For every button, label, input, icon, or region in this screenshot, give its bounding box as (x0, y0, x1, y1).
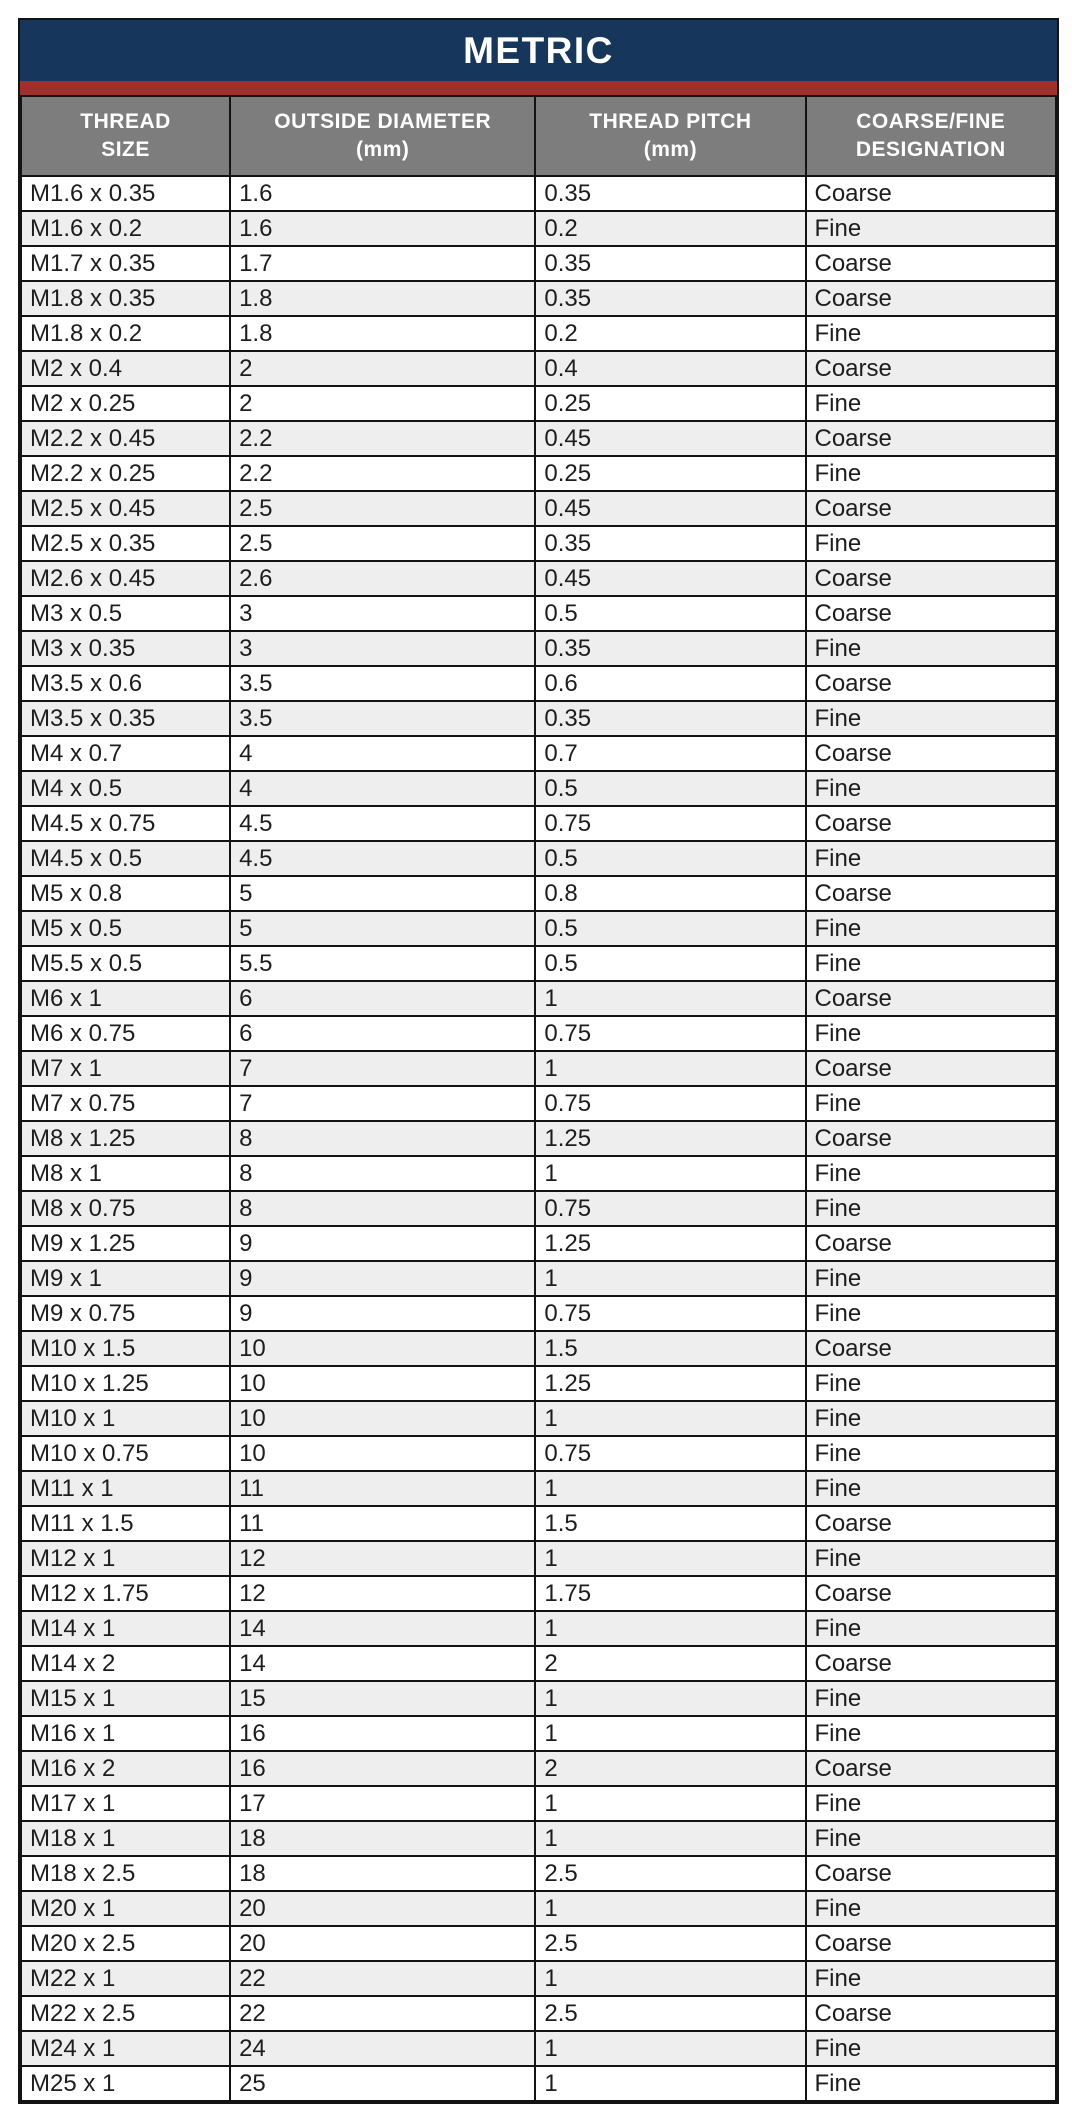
table-cell: 9 (230, 1296, 535, 1331)
table-cell: 1.7 (230, 246, 535, 281)
table-cell: M3 x 0.35 (21, 631, 230, 666)
table-row (21, 1296, 1056, 1331)
table-cell: 0.4 (535, 351, 805, 386)
table-cell: Coarse (806, 561, 1057, 596)
table-cell: 1 (535, 1156, 805, 1191)
col-header-line: (mm) (643, 138, 698, 161)
table-cell: Fine (806, 1681, 1057, 1716)
table-cell: 2 (535, 1646, 805, 1681)
table-cell: 5.5 (230, 946, 535, 981)
table-cell: 18 (230, 1856, 535, 1891)
table-cell: Fine (806, 771, 1057, 806)
table-cell: Fine (806, 526, 1057, 561)
col-header-thread-pitch (535, 96, 805, 176)
table-cell: 0.25 (535, 386, 805, 421)
table-cell: Fine (806, 1611, 1057, 1646)
table-cell: 0.5 (535, 771, 805, 806)
table-row (21, 1716, 1056, 1751)
table-cell: Fine (806, 1401, 1057, 1436)
table-cell: Fine (806, 841, 1057, 876)
table-cell: 1 (535, 1891, 805, 1926)
table-row (21, 1121, 1056, 1156)
table-cell: Fine (806, 456, 1057, 491)
table-cell: M5 x 0.5 (21, 911, 230, 946)
table-cell: Fine (806, 1821, 1057, 1856)
table-cell: M24 x 1 (21, 2031, 230, 2066)
table-row (21, 561, 1056, 596)
table-row (21, 1506, 1056, 1541)
table-cell: 1.6 (230, 176, 535, 211)
table-cell: 7 (230, 1051, 535, 1086)
table-cell: 0.35 (535, 176, 805, 211)
table-cell: 10 (230, 1401, 535, 1436)
table-cell: 0.35 (535, 631, 805, 666)
table-cell: 4 (230, 736, 535, 771)
table-cell: 2.5 (535, 1926, 805, 1961)
table-cell: 3.5 (230, 666, 535, 701)
table-cell: 1 (535, 2031, 805, 2066)
table-cell: M17 x 1 (21, 1786, 230, 1821)
table-cell: M15 x 1 (21, 1681, 230, 1716)
table-cell: 1 (535, 981, 805, 1016)
table-row (21, 281, 1056, 316)
table-title: METRIC (463, 29, 614, 71)
col-header-line: THREAD PITCH (589, 110, 752, 134)
table-row (21, 246, 1056, 281)
table-row (21, 1576, 1056, 1611)
table-row (21, 1996, 1056, 2031)
table-cell: 12 (230, 1576, 535, 1611)
table-cell: 0.35 (535, 246, 805, 281)
table-cell: 0.2 (535, 211, 805, 246)
table-cell: 0.25 (535, 456, 805, 491)
table-cell: 14 (230, 1611, 535, 1646)
col-header-outside-diameter (230, 96, 535, 176)
table-cell: 1 (535, 1786, 805, 1821)
table-row (21, 1751, 1056, 1786)
table-cell: M4 x 0.5 (21, 771, 230, 806)
table-cell: Coarse (806, 491, 1057, 526)
table-cell: 16 (230, 1751, 535, 1786)
table-cell: Fine (806, 1891, 1057, 1926)
table-cell: M2.6 x 0.45 (21, 561, 230, 596)
table-row (21, 1016, 1056, 1051)
table-cell: Fine (806, 1261, 1057, 1296)
table-cell: 0.45 (535, 421, 805, 456)
table-cell: Fine (806, 211, 1057, 246)
table-row (21, 1891, 1056, 1926)
table-cell: 11 (230, 1506, 535, 1541)
table-cell: M18 x 2.5 (21, 1856, 230, 1891)
table-cell: Fine (806, 946, 1057, 981)
table-cell: Coarse (806, 1331, 1057, 1366)
table-cell: Fine (806, 1786, 1057, 1821)
table-cell: M1.8 x 0.35 (21, 281, 230, 316)
table-cell: 0.35 (535, 526, 805, 561)
table-row (21, 176, 1056, 211)
table-cell: 2.2 (230, 421, 535, 456)
col-header-line: SIZE (101, 138, 150, 161)
table-cell: M3.5 x 0.6 (21, 666, 230, 701)
table-cell: M2.2 x 0.45 (21, 421, 230, 456)
table-cell: 1.5 (535, 1331, 805, 1366)
table-cell: Fine (806, 1296, 1057, 1331)
table-row (21, 211, 1056, 246)
table-cell: 3 (230, 631, 535, 666)
table-cell: 1 (535, 1611, 805, 1646)
table-cell: 7 (230, 1086, 535, 1121)
table-cell: Coarse (806, 176, 1057, 211)
table-cell: Fine (806, 911, 1057, 946)
table-cell: M10 x 0.75 (21, 1436, 230, 1471)
table-cell: M9 x 1.25 (21, 1226, 230, 1261)
table-cell: 8 (230, 1156, 535, 1191)
table-cell: M2.5 x 0.45 (21, 491, 230, 526)
table-cell: Coarse (806, 981, 1057, 1016)
table-cell: 0.75 (535, 1436, 805, 1471)
table-cell: Fine (806, 2031, 1057, 2066)
table-cell: 2 (535, 1751, 805, 1786)
table-cell: Fine (806, 1016, 1057, 1051)
table-row (21, 1681, 1056, 1716)
table-cell: M7 x 0.75 (21, 1086, 230, 1121)
table-cell: M20 x 2.5 (21, 1926, 230, 1961)
table-cell: M7 x 1 (21, 1051, 230, 1086)
col-header-line: THREAD (80, 110, 171, 134)
table-cell: 1 (535, 1541, 805, 1576)
table-cell: 1.25 (535, 1121, 805, 1156)
table-row (21, 1786, 1056, 1821)
table-cell: 3 (230, 596, 535, 631)
table-cell: 16 (230, 1716, 535, 1751)
table-body (21, 176, 1056, 2101)
table-cell: 5 (230, 876, 535, 911)
table-cell: M10 x 1.25 (21, 1366, 230, 1401)
table-cell: M10 x 1 (21, 1401, 230, 1436)
table-row (21, 771, 1056, 806)
table-cell: Coarse (806, 351, 1057, 386)
table-cell: Fine (806, 1436, 1057, 1471)
table-cell: 1 (535, 1051, 805, 1086)
table-cell: M9 x 1 (21, 1261, 230, 1296)
table-row (21, 1541, 1056, 1576)
table-row (21, 2031, 1056, 2066)
table-cell: 1.75 (535, 1576, 805, 1611)
table-cell: 1 (535, 2066, 805, 2101)
table-cell: 17 (230, 1786, 535, 1821)
table-cell: M11 x 1 (21, 1471, 230, 1506)
table-row (21, 1261, 1056, 1296)
table-cell: Coarse (806, 1751, 1057, 1786)
table-cell: 1.6 (230, 211, 535, 246)
table-cell: 18 (230, 1821, 535, 1856)
table-cell: M3 x 0.5 (21, 596, 230, 631)
table-row (21, 1366, 1056, 1401)
table-cell: 0.35 (535, 281, 805, 316)
table-cell: Fine (806, 631, 1057, 666)
table-cell: M16 x 1 (21, 1716, 230, 1751)
col-header-line: DESIGNATION (855, 138, 1006, 161)
table-cell: Coarse (806, 1051, 1057, 1086)
table-cell: Coarse (806, 1576, 1057, 1611)
table-cell: 4.5 (230, 841, 535, 876)
table-cell: 9 (230, 1226, 535, 1261)
table-cell: 10 (230, 1366, 535, 1401)
table-cell: 20 (230, 1891, 535, 1926)
table-cell: 1.8 (230, 316, 535, 351)
table-cell: 5 (230, 911, 535, 946)
table-row (21, 491, 1056, 526)
table-cell: 0.75 (535, 806, 805, 841)
table-row (21, 806, 1056, 841)
table-cell: M6 x 1 (21, 981, 230, 1016)
table-cell: 1.25 (535, 1226, 805, 1261)
col-header-line: OUTSIDE DIAMETER (274, 110, 492, 134)
header-row (21, 96, 1056, 176)
thread-size-table (20, 95, 1057, 2102)
table-row (21, 316, 1056, 351)
table-row (21, 1611, 1056, 1646)
table-cell: 0.45 (535, 491, 805, 526)
table-cell: M2 x 0.4 (21, 351, 230, 386)
table-row (21, 1401, 1056, 1436)
table-cell: M8 x 1 (21, 1156, 230, 1191)
table-cell: M25 x 1 (21, 2066, 230, 2101)
table-cell: Coarse (806, 1226, 1057, 1261)
table-cell: Coarse (806, 736, 1057, 771)
table-cell: M2 x 0.25 (21, 386, 230, 421)
table-row (21, 701, 1056, 736)
table-row (21, 666, 1056, 701)
table-row (21, 1331, 1056, 1366)
table-cell: Coarse (806, 1121, 1057, 1156)
table-row (21, 1821, 1056, 1856)
table-cell: 1 (535, 1471, 805, 1506)
col-header-coarse-fine-designation (806, 96, 1057, 176)
table-cell: 2 (230, 351, 535, 386)
table-cell: 8 (230, 1191, 535, 1226)
table-row (21, 1156, 1056, 1191)
table-row (21, 351, 1056, 386)
table-cell: 0.5 (535, 596, 805, 631)
table-cell: 25 (230, 2066, 535, 2101)
table-cell: 1 (535, 1681, 805, 1716)
table-cell: M5.5 x 0.5 (21, 946, 230, 981)
table-cell: 1 (535, 1261, 805, 1296)
table-cell: 0.45 (535, 561, 805, 596)
table-cell: 0.5 (535, 911, 805, 946)
table-cell: 22 (230, 1996, 535, 2031)
table-cell: Coarse (806, 246, 1057, 281)
table-row (21, 1051, 1056, 1086)
table-cell: M1.6 x 0.2 (21, 211, 230, 246)
table-cell: Coarse (806, 1996, 1057, 2031)
table-cell: Coarse (806, 806, 1057, 841)
table-cell: 4.5 (230, 806, 535, 841)
table-row (21, 1086, 1056, 1121)
table-cell: Fine (806, 1716, 1057, 1751)
table-row (21, 841, 1056, 876)
table-cell: Fine (806, 1086, 1057, 1121)
table-cell: 10 (230, 1331, 535, 1366)
table-cell: 6 (230, 1016, 535, 1051)
table-cell: 2 (230, 386, 535, 421)
table-row (21, 1856, 1056, 1891)
table-row (21, 946, 1056, 981)
table-cell: M1.8 x 0.2 (21, 316, 230, 351)
table-cell: M10 x 1.5 (21, 1331, 230, 1366)
table-cell: M20 x 1 (21, 1891, 230, 1926)
table-title-banner (20, 20, 1057, 81)
table-row (21, 1471, 1056, 1506)
table-cell: 0.2 (535, 316, 805, 351)
table-cell: 12 (230, 1541, 535, 1576)
col-header-thread-size (21, 96, 230, 176)
table-cell: 0.35 (535, 701, 805, 736)
col-header-line: (mm) (356, 138, 410, 161)
table-cell: M1.6 x 0.35 (21, 176, 230, 211)
table-cell: M5 x 0.8 (21, 876, 230, 911)
table-cell: M22 x 1 (21, 1961, 230, 1996)
table-cell: 1.5 (535, 1506, 805, 1541)
table-cell: 11 (230, 1471, 535, 1506)
table-cell: Coarse (806, 281, 1057, 316)
table-cell: Coarse (806, 421, 1057, 456)
table-cell: M2.2 x 0.25 (21, 456, 230, 491)
table-cell: 1.8 (230, 281, 535, 316)
table-row (21, 1191, 1056, 1226)
table-cell: 2.6 (230, 561, 535, 596)
table-cell: 0.7 (535, 736, 805, 771)
table-cell: 8 (230, 1121, 535, 1156)
table-row (21, 596, 1056, 631)
table-cell: Fine (806, 316, 1057, 351)
table-cell: M22 x 2.5 (21, 1996, 230, 2031)
table-row (21, 981, 1056, 1016)
table-cell: Fine (806, 701, 1057, 736)
table-cell: M6 x 0.75 (21, 1016, 230, 1051)
table-row (21, 1926, 1056, 1961)
table-row (21, 526, 1056, 561)
table-cell: 22 (230, 1961, 535, 1996)
table-cell: 3.5 (230, 701, 535, 736)
table-cell: 0.6 (535, 666, 805, 701)
table-cell: M14 x 2 (21, 1646, 230, 1681)
metric-thread-chart (18, 18, 1059, 2104)
table-cell: 2.5 (535, 1996, 805, 2031)
table-cell: 20 (230, 1926, 535, 1961)
table-cell: 1 (535, 1716, 805, 1751)
table-cell: M12 x 1.75 (21, 1576, 230, 1611)
table-row (21, 421, 1056, 456)
table-row (21, 911, 1056, 946)
table-cell: 14 (230, 1646, 535, 1681)
table-cell: 15 (230, 1681, 535, 1716)
table-row (21, 1226, 1056, 1261)
table-cell: 1.25 (535, 1366, 805, 1401)
table-cell: M4 x 0.7 (21, 736, 230, 771)
table-cell: M2.5 x 0.35 (21, 526, 230, 561)
table-cell: 1 (535, 1821, 805, 1856)
table-cell: 0.75 (535, 1086, 805, 1121)
table-cell: 0.8 (535, 876, 805, 911)
table-cell: M11 x 1.5 (21, 1506, 230, 1541)
table-row (21, 1961, 1056, 1996)
table-cell: 1 (535, 1961, 805, 1996)
table-cell: 0.5 (535, 946, 805, 981)
table-cell: M12 x 1 (21, 1541, 230, 1576)
table-cell: M4.5 x 0.75 (21, 806, 230, 841)
table-row (21, 736, 1056, 771)
table-cell: Fine (806, 386, 1057, 421)
table-cell: 1 (535, 1401, 805, 1436)
table-cell: Coarse (806, 596, 1057, 631)
table-cell: 0.75 (535, 1191, 805, 1226)
table-cell: Fine (806, 1541, 1057, 1576)
table-row (21, 631, 1056, 666)
table-cell: M16 x 2 (21, 1751, 230, 1786)
table-cell: 9 (230, 1261, 535, 1296)
table-cell: Coarse (806, 876, 1057, 911)
table-cell: 2.2 (230, 456, 535, 491)
table-cell: 24 (230, 2031, 535, 2066)
table-row (21, 386, 1056, 421)
table-row (21, 1646, 1056, 1681)
table-cell: M14 x 1 (21, 1611, 230, 1646)
table-cell: M8 x 0.75 (21, 1191, 230, 1226)
table-cell: 2.5 (230, 526, 535, 561)
table-row (21, 1436, 1056, 1471)
col-header-line: COARSE/FINE (856, 110, 1006, 134)
table-cell: 6 (230, 981, 535, 1016)
table-cell: Coarse (806, 1646, 1057, 1681)
table-cell: M3.5 x 0.35 (21, 701, 230, 736)
table-cell: 10 (230, 1436, 535, 1471)
table-cell: M9 x 0.75 (21, 1296, 230, 1331)
table-cell: 2.5 (535, 1856, 805, 1891)
table-cell: Coarse (806, 666, 1057, 701)
table-cell: Fine (806, 1191, 1057, 1226)
table-cell: Coarse (806, 1926, 1057, 1961)
table-cell: M18 x 1 (21, 1821, 230, 1856)
table-cell: Fine (806, 1961, 1057, 1996)
table-cell: Coarse (806, 1856, 1057, 1891)
table-cell: M4.5 x 0.5 (21, 841, 230, 876)
red-accent-stripe (20, 81, 1057, 95)
table-row (21, 876, 1056, 911)
table-cell: 0.75 (535, 1016, 805, 1051)
table-cell: M8 x 1.25 (21, 1121, 230, 1156)
table-cell: Fine (806, 1471, 1057, 1506)
table-cell: Fine (806, 2066, 1057, 2101)
table-cell: 4 (230, 771, 535, 806)
table-cell: M1.7 x 0.35 (21, 246, 230, 281)
table-cell: 0.75 (535, 1296, 805, 1331)
table-row (21, 456, 1056, 491)
table-cell: Fine (806, 1366, 1057, 1401)
table-cell: 0.5 (535, 841, 805, 876)
table-cell: Fine (806, 1156, 1057, 1191)
table-cell: 2.5 (230, 491, 535, 526)
table-cell: Coarse (806, 1506, 1057, 1541)
table-row (21, 2066, 1056, 2101)
